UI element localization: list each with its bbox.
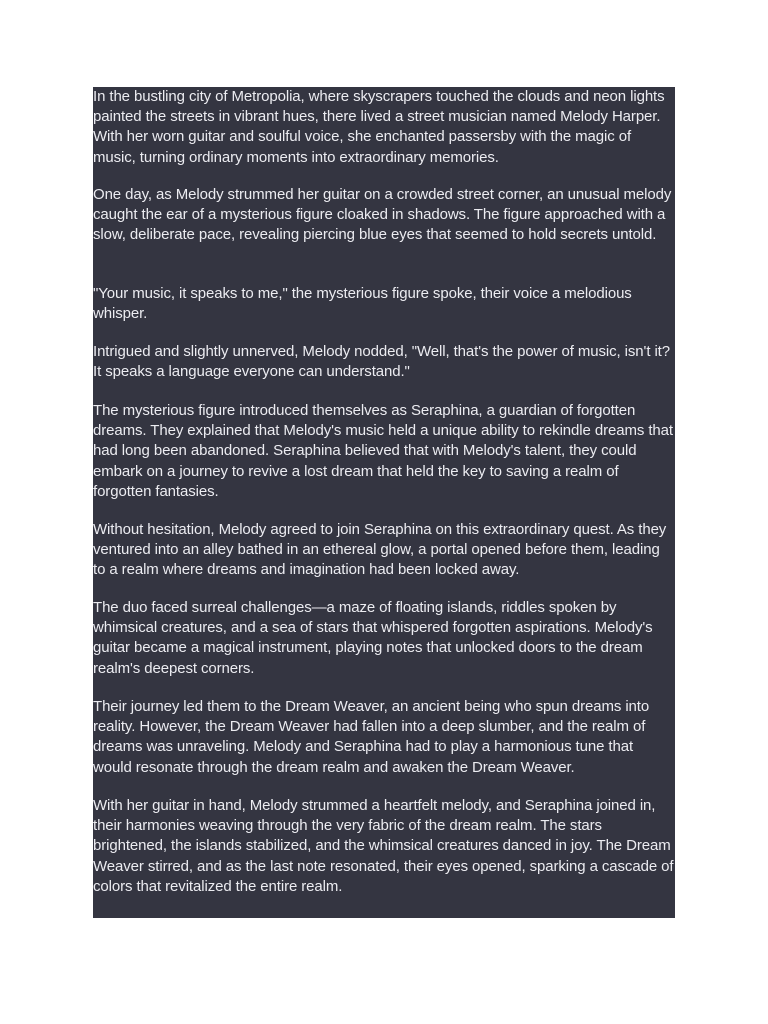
story-paragraph: One day, as Melody strummed her guitar on a crowded street corner, an unusual melody caught the ear of a mysterious figure cloaked in shadows. The figure approached with a slow, deliberate pace, revealing piercing blue eyes that seemed to hold secrets untold. xyxy=(93,186,672,244)
story-panel xyxy=(93,87,675,918)
story-paragraph: With her guitar in hand, Melody strummed a heartfelt melody, and Seraphina joined in, their harmonies weaving through the very fabric of the dream realm. The stars brightened, the islands stabilized, and the whimsical creatures danced in joy. The Dream Weaver stirred, and as the last note resonated, their eyes opened, sparking a cascade of colors that revitalized the entire realm. xyxy=(93,797,674,895)
story-paragraph: Without hesitation, Melody agreed to join Seraphina on this extraordinary quest. As they ventured into an alley bathed in an ethereal glow, a portal opened before them, leading to a realm where dreams and imagination had been locked away. xyxy=(93,521,667,579)
story-paragraph: "Your music, it speaks to me," the mysterious figure spoke, their voice a melodious whisper. xyxy=(93,285,632,323)
story-paragraph: Their journey led them to the Dream Weaver, an ancient being who spun dreams into reality. However, the Dream Weaver had fallen into a deep slumber, and the realm of dreams was unraveling. Melody and Seraphina had to play a harmonious tune that would resonate through the dream realm and awaken the Dream Weaver. xyxy=(93,698,650,776)
story-paragraph: Intrigued and slightly unnerved, Melody nodded, "Well, that's the power of music, isn't it? It speaks a language everyone can understand." xyxy=(93,343,670,381)
story-paragraph: The duo faced surreal challenges—a maze of floating islands, riddles spoken by whimsical creatures, and a sea of stars that whispered forgotten aspirations. Melody's guitar became a magical instrument, playing notes that unlocked doors to the dream realm's deepest corners. xyxy=(93,599,653,677)
story-paragraph: In the bustling city of Metropolia, where skyscrapers touched the clouds and neon lights painted the streets in vibrant hues, there lived a street musician named Melody Harper. With her worn guitar and soulful voice, she enchanted passersby with the magic of music, turning ordinary moments into extraordinary memories. xyxy=(93,88,665,166)
story-paragraph: The mysterious figure introduced themselves as Seraphina, a guardian of forgotten dreams. They explained that Melody's music held a unique ability to rekindle dreams that had long been abandoned. Seraphina believed that with Melody's talent, they could embark on a journey to revive a lost dream that held the key to saving a realm of forgotten fantasies. xyxy=(93,402,673,500)
